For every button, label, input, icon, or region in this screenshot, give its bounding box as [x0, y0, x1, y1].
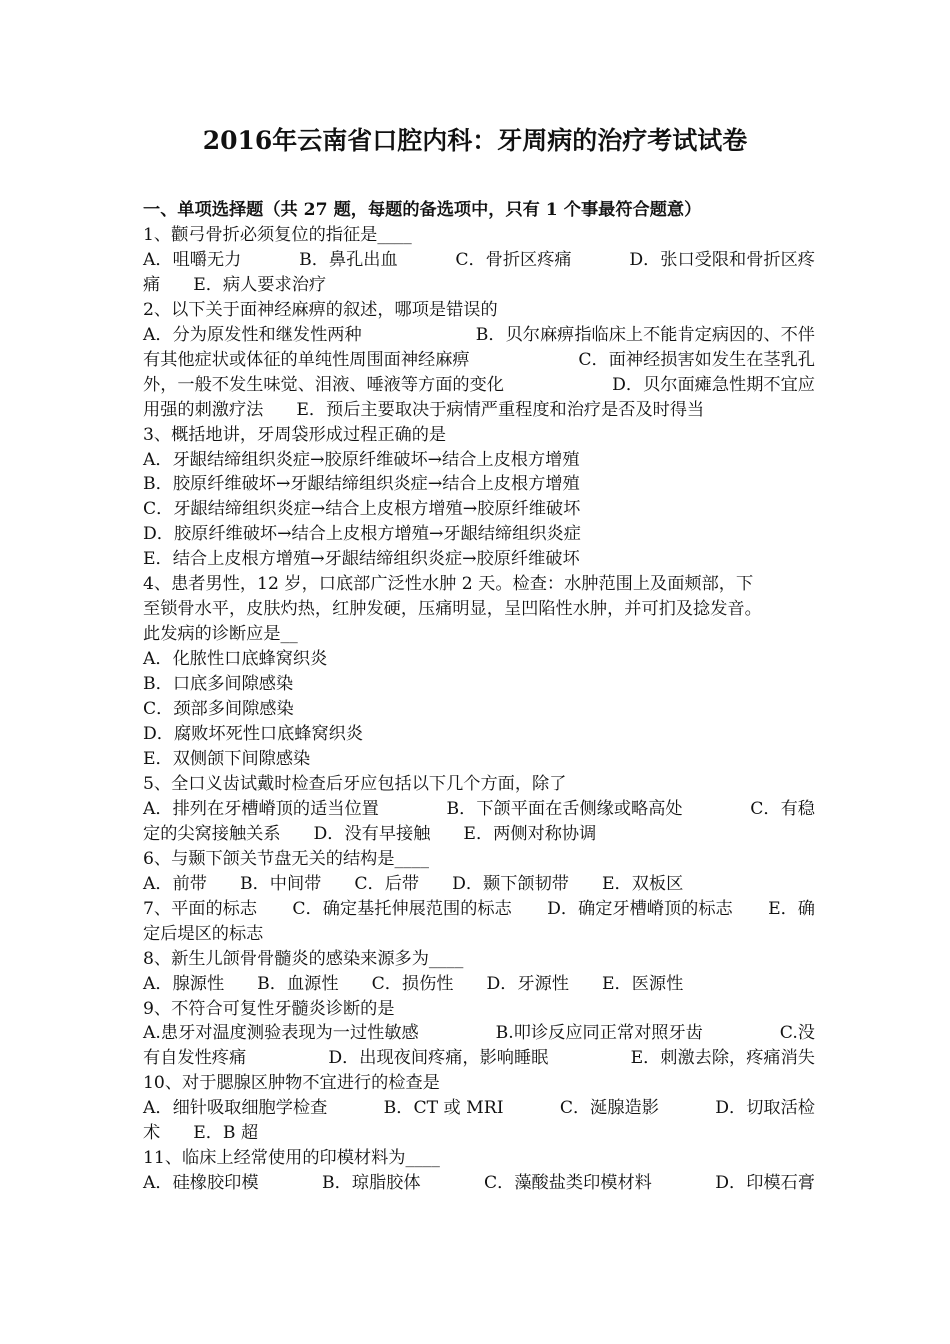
- text-line: 9、不符合可复性牙髓炎诊断的是: [143, 998, 395, 1019]
- option-line: [143, 248, 815, 273]
- text-line: C．颈部多间隙感染: [143, 699, 294, 720]
- option-text: B．琼脂胶体: [321, 1173, 421, 1194]
- option-line: [143, 348, 815, 373]
- text-line: D．腐败坏死性口底蜂窝织炎: [143, 724, 364, 745]
- option-line: [143, 398, 815, 423]
- option-text: C.没: [779, 1023, 815, 1044]
- option-text: D．颞下颌韧带: [452, 873, 569, 894]
- option-text: 痛: [143, 274, 161, 295]
- text-line: B．胶原纤维破坏→牙龈结缔组织炎症→结合上皮根方增殖: [143, 474, 580, 495]
- option-text: B．血源性: [257, 973, 339, 994]
- option-text: E．双板区: [602, 873, 684, 894]
- text-line: 11、临床上经常使用的印模材料为____: [143, 1148, 440, 1169]
- option-text: D．没有早接触: [313, 823, 431, 844]
- text-line: 定后堤区的标志: [143, 923, 264, 944]
- text-line: E．结合上皮根方增殖→牙龈结缔组织炎症→胶原纤维破坏: [143, 549, 580, 570]
- option-line: [143, 273, 815, 298]
- option-text: C．损伤性: [371, 973, 454, 994]
- option-line: [143, 897, 815, 922]
- option-text: B．下颌平面在舌侧缘或略高处: [446, 798, 683, 819]
- option-text: 术: [143, 1123, 161, 1144]
- option-text: E．病人要求治疗: [193, 274, 327, 295]
- option-text: C．后带: [354, 873, 420, 894]
- option-text: 定的尖窝接触关系: [143, 823, 281, 844]
- option-line: [143, 872, 815, 897]
- option-text: E．确: [768, 898, 815, 919]
- document-body: [143, 198, 815, 1196]
- text-line: 此发病的诊断应是__: [143, 624, 298, 645]
- option-text: B.叩诊反应同正常对照牙齿: [495, 1023, 703, 1044]
- option-text: B．贝尔麻痹指临床上不能肯定病因的、不伴: [475, 324, 815, 345]
- text-line: 4、患者男性，12 岁，口底部广泛性水肿 2 天。检查：水肿范围上及面颊部，下: [143, 574, 754, 595]
- option-text: E．医源性: [602, 973, 684, 994]
- option-text: D．牙源性: [486, 973, 569, 994]
- option-line: [143, 1096, 815, 1121]
- text-line: 10、对于腮腺区肿物不宜进行的检查是: [143, 1073, 440, 1094]
- option-text: D．印模石膏: [715, 1173, 815, 1194]
- option-text: D．出现夜间疼痛，影响睡眠: [328, 1048, 549, 1069]
- option-line: [143, 1021, 815, 1046]
- option-text: C．确定基托伸展范围的标志: [292, 898, 512, 919]
- option-text: 有自发性疼痛: [143, 1048, 247, 1069]
- option-text: B．CT 或 MRI: [383, 1098, 504, 1119]
- option-text: E．两侧对称协调: [463, 823, 597, 844]
- section-header: 一、单项选择题（共 27 题，每题的备选项中，只有 1 个事最符合题意）: [143, 200, 702, 220]
- option-text: 外，一般不发生味觉、泪液、唾液等方面的变化: [143, 374, 504, 395]
- text-line: 3、概括地讲，牙周袋形成过程正确的是: [143, 424, 447, 445]
- option-text: D．确定牙槽嵴顶的标志: [547, 898, 733, 919]
- option-text: C．藻酸盐类印模材料: [484, 1173, 652, 1194]
- text-line: 8、新生儿颌骨骨髓炎的感染来源多为____: [143, 948, 464, 969]
- option-text: C．有稳: [750, 798, 815, 819]
- option-line: [143, 822, 815, 847]
- option-text: A.患牙对温度测验表现为一过性敏感: [143, 1023, 419, 1044]
- text-line: B．口底多间隙感染: [143, 674, 294, 695]
- text-line: 6、与颞下颌关节盘无关的结构是____: [143, 848, 429, 869]
- option-text: 7、平面的标志: [143, 898, 258, 919]
- text-line: 2、以下关于面神经麻痹的叙述，哪项是错误的: [143, 299, 498, 320]
- option-line: [143, 1046, 815, 1071]
- option-line: [143, 797, 815, 822]
- option-text: D．切取活检: [715, 1098, 815, 1119]
- text-line: D．胶原纤维破坏→结合上皮根方增殖→牙龈结缔组织炎症: [143, 524, 581, 545]
- option-line: [143, 373, 815, 398]
- option-text: E．预后主要取决于病情严重程度和治疗是否及时得当: [296, 399, 705, 420]
- option-text: C．涎腺造影: [559, 1098, 659, 1119]
- text-line: A．牙龈结缔组织炎症→胶原纤维破坏→结合上皮根方增殖: [143, 449, 580, 470]
- option-text: E．刺激去除，疼痛消失: [630, 1048, 815, 1069]
- option-line: [143, 323, 815, 348]
- option-text: 用强的刺激疗法: [143, 399, 264, 420]
- option-text: E．B 超: [193, 1123, 259, 1144]
- text-line: 1、颧弓骨折必须复位的指征是____: [143, 224, 412, 245]
- option-line: [143, 1121, 815, 1146]
- text-line: C．牙龈结缔组织炎症→结合上皮根方增殖→胶原纤维破坏: [143, 499, 581, 520]
- option-text: A．咀嚼无力: [143, 249, 242, 270]
- option-line: [143, 1171, 815, 1196]
- option-text: B．中间带: [239, 873, 322, 894]
- option-text: A．分为原发性和继发性两种: [143, 324, 362, 345]
- option-text: A．排列在牙槽嵴顶的适当位置: [143, 798, 379, 819]
- text-line: 5、全口义齿试戴时检查后牙应包括以下几个方面，除了: [143, 773, 567, 794]
- text-line: 至锁骨水平，皮肤灼热，红肿发硬，压痛明显，呈凹陷性水肿，并可扪及捻发音。: [143, 599, 762, 620]
- option-text: A．硅橡胶印模: [143, 1173, 259, 1194]
- option-text: C．骨折区疼痛: [455, 249, 572, 270]
- option-text: 有其他症状或体征的单纯性周围面神经麻痹: [143, 349, 470, 370]
- option-text: C．面神经损害如发生在茎乳孔: [578, 349, 815, 370]
- option-text: A．腺源性: [143, 973, 225, 994]
- text-line: E．双侧颌下间隙感染: [143, 748, 311, 769]
- option-text: D．张口受限和骨折区疼: [629, 249, 815, 270]
- option-text: D．贝尔面瘫急性期不宜应: [612, 374, 815, 395]
- text-line: A．化脓性口底蜂窝织炎: [143, 649, 328, 670]
- option-text: A．前带: [143, 873, 207, 894]
- option-line: [143, 972, 815, 997]
- option-text: A．细针吸取细胞学检查: [143, 1098, 328, 1119]
- page-title: 2016年云南省口腔内科：牙周病的治疗考试试卷: [202, 126, 748, 155]
- option-text: B．鼻孔出血: [299, 249, 398, 270]
